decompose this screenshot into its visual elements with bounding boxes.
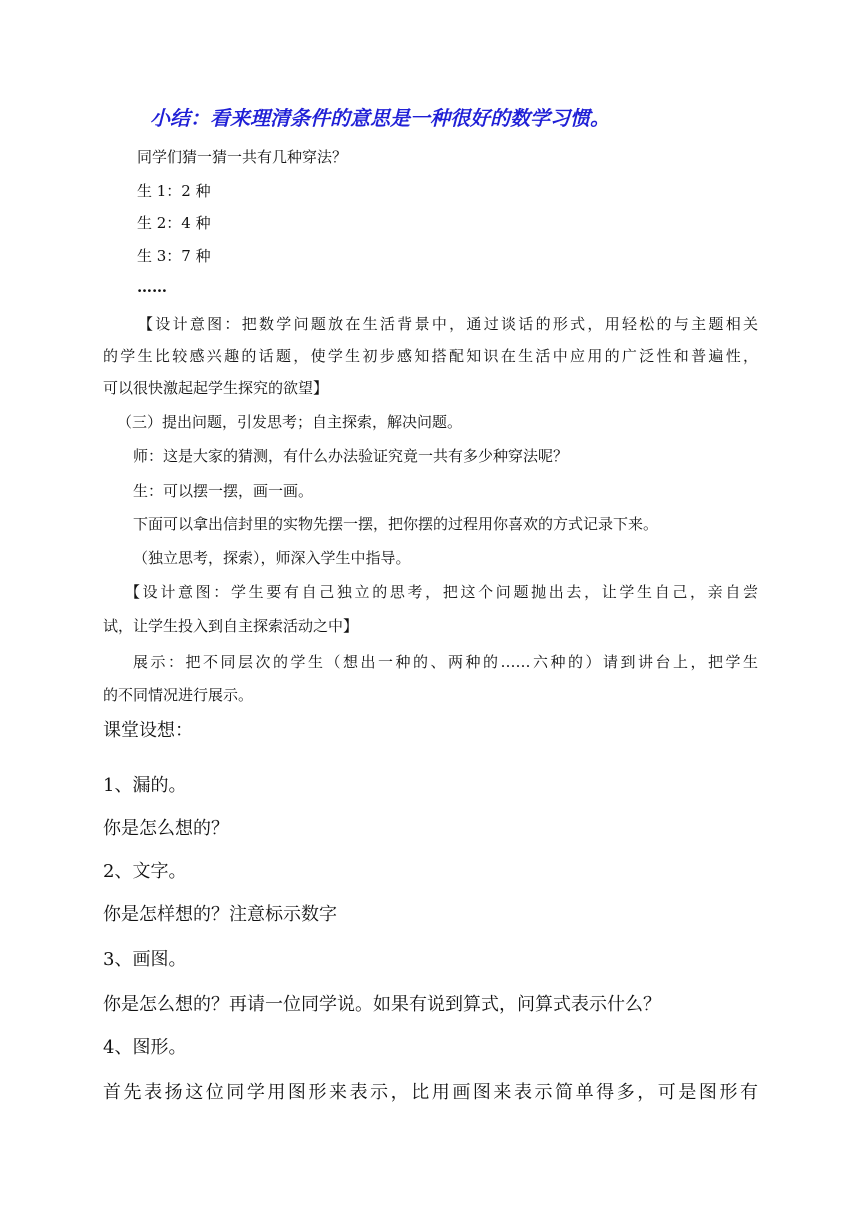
design-intent-1-line-2: 的学生比较感兴趣的话题，使学生初步感知搭配知识在生活中应用的广泛性和普遍性， xyxy=(103,347,758,365)
plan-item-4-detail: 首先表扬这位同学用图形来表示，比用画图来表示简单得多，可是图形有 xyxy=(103,1082,758,1103)
design-intent-2-line-1: 【设计意图：学生要有自己独立的思考，把这个问题抛出去，让学生自己，亲自尝 xyxy=(125,583,758,601)
independent-line: （独立思考，探索），师深入学生中指导。 xyxy=(133,549,411,567)
student-answer-1: 生 1：2 种 xyxy=(137,182,211,200)
teacher-line: 师：这是大家的猜测，有什么办法验证究竟一共有多少种穿法呢？ xyxy=(133,447,569,465)
design-intent-1-line-3: 可以很快激起起学生探究的欲望】 xyxy=(103,379,329,397)
plan-item-4-label: 4、图形。 xyxy=(103,1037,187,1058)
instruction-line: 下面可以拿出信封里的实物先摆一摆，把你摆的过程用你喜欢的方式记录下来。 xyxy=(133,515,659,533)
student-answer-2: 生 2：4 种 xyxy=(137,214,211,232)
student-line: 生：可以摆一摆，画一画。 xyxy=(133,482,314,500)
summary-heading: 小结：看来理清条件的意思是一种很好的数学习惯。 xyxy=(150,106,610,130)
section-three-heading: （三）提出问题，引发思考；自主探索，解决问题。 xyxy=(117,413,463,431)
design-intent-2-line-2: 试，让学生投入到自主探索活动之中】 xyxy=(103,617,359,635)
plan-item-1-label: 1、漏的。 xyxy=(103,775,187,796)
ellipsis: …… xyxy=(137,278,167,296)
plan-item-2-label: 2、文字。 xyxy=(103,861,187,882)
plan-item-1-detail: 你是怎么想的？ xyxy=(103,818,229,839)
display-line-1: 展示：把不同层次的学生（想出一种的、两种的……六种的）请到讲台上，把学生 xyxy=(133,653,758,671)
classroom-plan-heading: 课堂设想： xyxy=(103,720,193,741)
display-line-2: 的不同情况进行展示。 xyxy=(103,686,254,704)
plan-item-3-label: 3、画图。 xyxy=(103,949,187,970)
plan-item-3-detail: 你是怎么想的？再请一位同学说。如果有说到算式，问算式表示什么？ xyxy=(103,994,661,1015)
design-intent-1-line-1: 【设计意图：把数学问题放在生活背景中，通过谈话的形式，用轻松的与主题相关 xyxy=(138,315,758,333)
guess-question: 同学们猜一猜一共有几种穿法？ xyxy=(137,148,348,166)
student-answer-3: 生 3：7 种 xyxy=(137,247,211,265)
plan-item-2-detail: 你是怎样想的？注意标示数字 xyxy=(103,904,337,925)
